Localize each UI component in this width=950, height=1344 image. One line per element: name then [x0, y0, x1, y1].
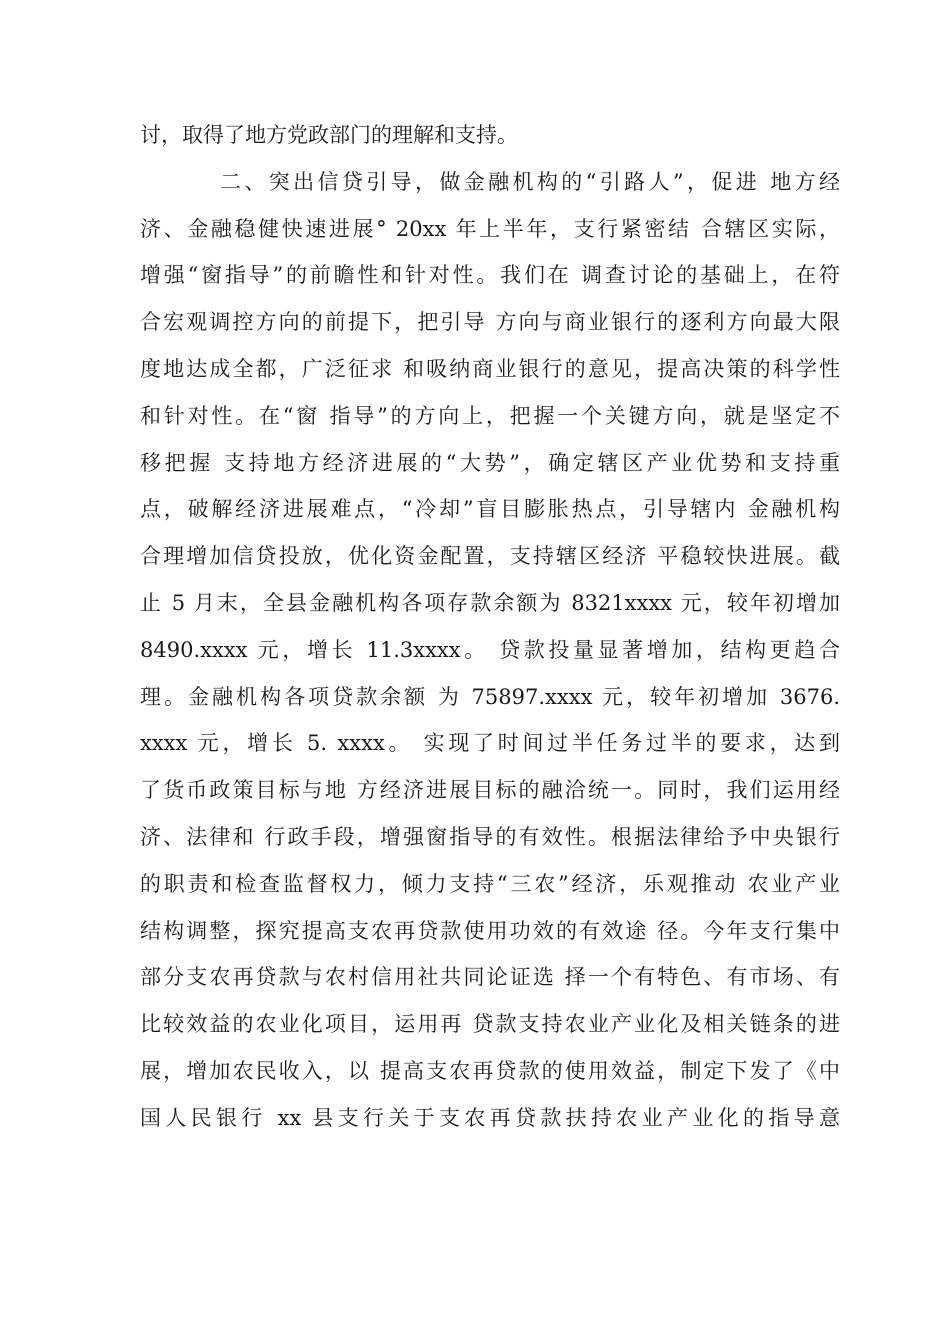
text-line-11: 止 5 月末，全县金融机构各项存款余额为 8321xxxx 元，较年初增加 — [140, 590, 840, 615]
text-line-2: 二、突出信贷引导，做金融机构的“引路人”，促进 地方经 — [220, 169, 840, 194]
text-line-3: 济、金融稳健快速进展° 20xx 年上半年，支行紧密结 合辖区实际， — [140, 216, 840, 241]
text-line-10: 合理增加信贷投放，优化资金配置，支持辖区经济 平稳较快进展。截 — [140, 544, 840, 569]
text-line-18: 结构调整，探究提高支农再贷款使用功效的有效途 径。今年支行集中 — [140, 918, 840, 943]
text-line-20: 比较效益的农业化项目，运用再 贷款支持农业产业化及相关链条的进 — [140, 1012, 840, 1037]
text-line-8: 移把握 支持地方经济进展的“大势”，确定辖区产业优势和支持重 — [140, 450, 840, 475]
text-line-15: 了货币政策目标与地 方经济进展目标的融洽统一。同时，我们运用经 — [140, 778, 840, 803]
text-line-22: 国人民银行 xx 县支行关于支农再贷款扶持农业产业化的指导意 — [140, 1105, 840, 1130]
text-line-19: 部分支农再贷款与农村信用社共同论证选 择一个有特色、有市场、有 — [140, 965, 840, 990]
text-line-6: 度地达成全都，广泛征求 和吸纳商业银行的意见，提高决策的科学性 — [140, 356, 840, 381]
text-line-12: 8490.xxxx 元，增长 11.3xxxx。 贷款投量显著增加，结构更趋合 — [140, 637, 840, 662]
text-line-5: 合宏观调控方向的前提下，把引导 方向与商业银行的逐利方向最大限 — [140, 310, 840, 335]
text-line-13: 理。金融机构各项贷款余额 为 75897.xxxx 元，较年初增加 3676. — [140, 684, 840, 709]
text-line-1: 讨，取得了地方党政部门的理解和支持。 — [140, 123, 518, 147]
text-line-7: 和针对性。在“窗 指导”的方向上，把握一个关键方向，就是坚定不 — [140, 403, 840, 428]
body-text — [140, 112, 840, 1142]
text-line-16: 济、法律和 行政手段，增强窗指导的有效性。根据法律给予中央银行 — [140, 824, 840, 849]
text-line-21: 展，增加农民收入，以 提高支农再贷款的使用效益，制定下发了《中 — [140, 1058, 840, 1083]
text-line-17: 的职责和检查监督权力，倾力支持“三农”经济，乐观推动 农业产业 — [140, 871, 840, 896]
text-line-14: xxxx 元，增长 5. xxxx。 实现了时间过半任务过半的要求，达到 — [140, 731, 840, 756]
text-line-9: 点，破解经济进展难点，“冷却”盲目膨胀热点，引导辖内 金融机构 — [140, 497, 840, 522]
text-line-4: 增强“窗指导”的前瞻性和针对性。我们在 调查讨论的基础上，在符 — [140, 263, 840, 288]
